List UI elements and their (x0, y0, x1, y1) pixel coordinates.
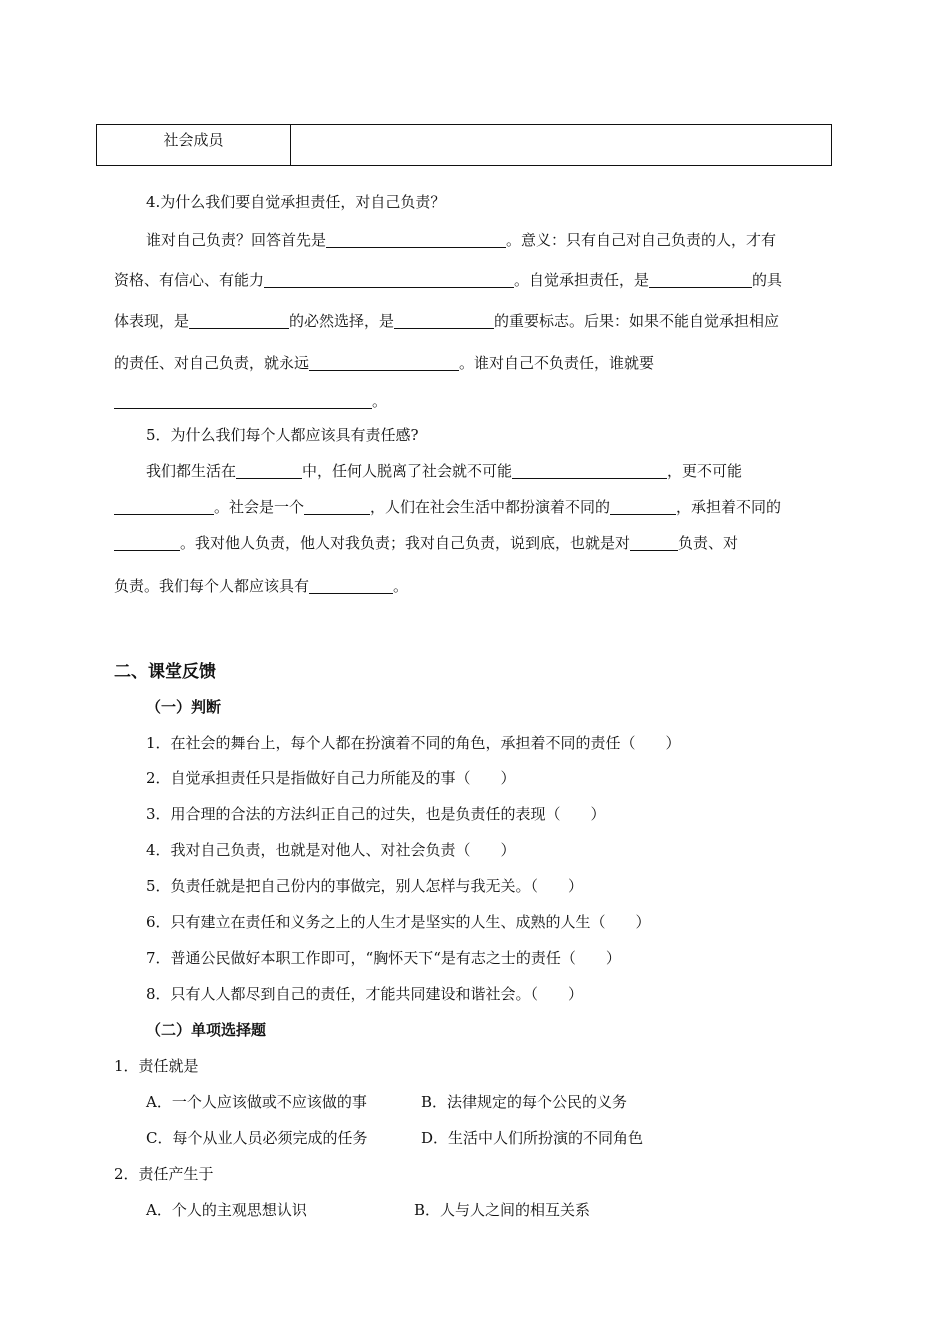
q4-blank-4[interactable] (189, 313, 289, 329)
q4-text: 谁对自己负责？回答首先是 (146, 231, 327, 249)
q5-title: 5．为什么我们每个人都应该具有责任感? (146, 426, 419, 444)
q4-text: 。谁对自己不负责任，谁就要 (459, 354, 655, 372)
section-title: 二、课堂反馈 (114, 662, 216, 682)
choice-stem: 2．责任产生于 (114, 1165, 214, 1183)
q5-text: 负责。我们每个人都应该具有 (114, 577, 310, 595)
q4-text: 的具 (752, 271, 783, 289)
choice-stem: 1．责任就是 (114, 1057, 199, 1075)
q4-blank-6[interactable] (309, 355, 459, 371)
q5-text: 负责、对 (678, 534, 739, 552)
q5-text: ，更不可能 (667, 462, 743, 480)
judge-item: 6．只有建立在责任和义务之上的人生才是坚实的人生、成熟的人生（ ） (146, 913, 651, 931)
q4-text: 。自觉承担责任，是 (514, 271, 650, 289)
judge-title: （一）判断 (146, 698, 222, 716)
q5-text: ，承担着不同的 (676, 498, 782, 516)
judge-item: 3．用合理的合法的方法纠正自己的过失，也是负责任的表现（ ） (146, 805, 606, 823)
q4-line-5 (114, 390, 387, 411)
q5-blank-3[interactable] (114, 499, 214, 515)
q4-text: 体表现，是 (114, 312, 190, 330)
q5-line-3 (114, 532, 738, 553)
table-row-label: 社会成员 (97, 125, 291, 166)
judge-item: 5．负责任就是把自己份内的事做完，别人怎样与我无关。（ ） (146, 877, 584, 895)
judge-item: 8．只有人人都尽到自己的责任，才能共同建设和谐社会。（ ） (146, 985, 584, 1003)
q4-text: 的责任、对自己负责，就永远 (114, 354, 310, 372)
q4-line-3 (114, 310, 779, 331)
q4-text: 的必然选择，是 (289, 312, 395, 330)
choice-title: （二）单项选择题 (146, 1021, 267, 1039)
q5-line-2 (114, 496, 781, 517)
q5-blank-7[interactable] (630, 535, 678, 551)
q4-title: 4.为什么我们要自觉承担责任，对自己负责？ (146, 193, 446, 211)
q5-text: 。社会是一个 (214, 498, 305, 516)
q5-blank-5[interactable] (610, 499, 676, 515)
q4-blank-1[interactable] (326, 232, 506, 248)
q5-text: 中，任何人脱离了社会就不可能 (302, 462, 513, 480)
q4-text: 。意义：只有自己对自己负责的人，才有 (506, 231, 777, 249)
q4-text: 资格、有信心、有能力 (114, 271, 265, 289)
q4-line-4 (114, 352, 654, 373)
judge-item: 7．普通公民做好本职工作即可，“胸怀天下“是有志之士的责任（ ） (146, 949, 621, 967)
q5-text: 。 (393, 577, 409, 595)
q5-blank-1[interactable] (236, 463, 302, 479)
judge-item: 2．自觉承担责任只是指做好自己力所能及的事（ ） (146, 769, 516, 787)
q4-text: 的重要标志。后果：如果不能自觉承担相应 (494, 312, 780, 330)
q4-blank-5[interactable] (394, 313, 494, 329)
q4-line-1 (146, 229, 776, 250)
choice-option-d: D．生活中人们所扮演的不同角色 (421, 1129, 644, 1147)
q5-text: 我们都生活在 (146, 462, 237, 480)
q5-text: ，人们在社会生活中都扮演着不同的 (370, 498, 611, 516)
judge-item: 1．在社会的舞台上，每个人都在扮演着不同的角色，承担着不同的责任（ ） (146, 734, 681, 752)
choice-option-b: B．人与人之间的相互关系 (414, 1201, 591, 1219)
q5-line-1 (146, 460, 742, 481)
answer-table (96, 124, 832, 166)
q4-text: 。 (372, 392, 388, 410)
q4-blank-2[interactable] (264, 272, 514, 288)
table-row (97, 125, 832, 166)
choice-option-c: C．每个从业人员必须完成的任务 (146, 1129, 368, 1147)
q5-text: 。我对他人负责，他人对我负责；我对自己负责，说到底，也就是对 (180, 534, 631, 552)
q4-blank-7[interactable] (114, 393, 372, 409)
q5-blank-8[interactable] (309, 578, 393, 594)
choice-option-a: A．一个人应该做或不应该做的事 (146, 1093, 367, 1111)
q5-blank-6[interactable] (114, 535, 180, 551)
q5-line-4 (114, 575, 408, 596)
q4-line-2 (114, 269, 782, 290)
choice-option-b: B．法律规定的每个公民的义务 (421, 1093, 628, 1111)
choice-option-a: A．个人的主观思想认识 (146, 1201, 307, 1219)
judge-item: 4．我对自己负责，也就是对他人、对社会负责（ ） (146, 841, 516, 859)
q5-blank-4[interactable] (304, 499, 370, 515)
q5-blank-2[interactable] (512, 463, 667, 479)
q4-blank-3[interactable] (649, 272, 752, 288)
table-row-value[interactable] (291, 125, 832, 166)
